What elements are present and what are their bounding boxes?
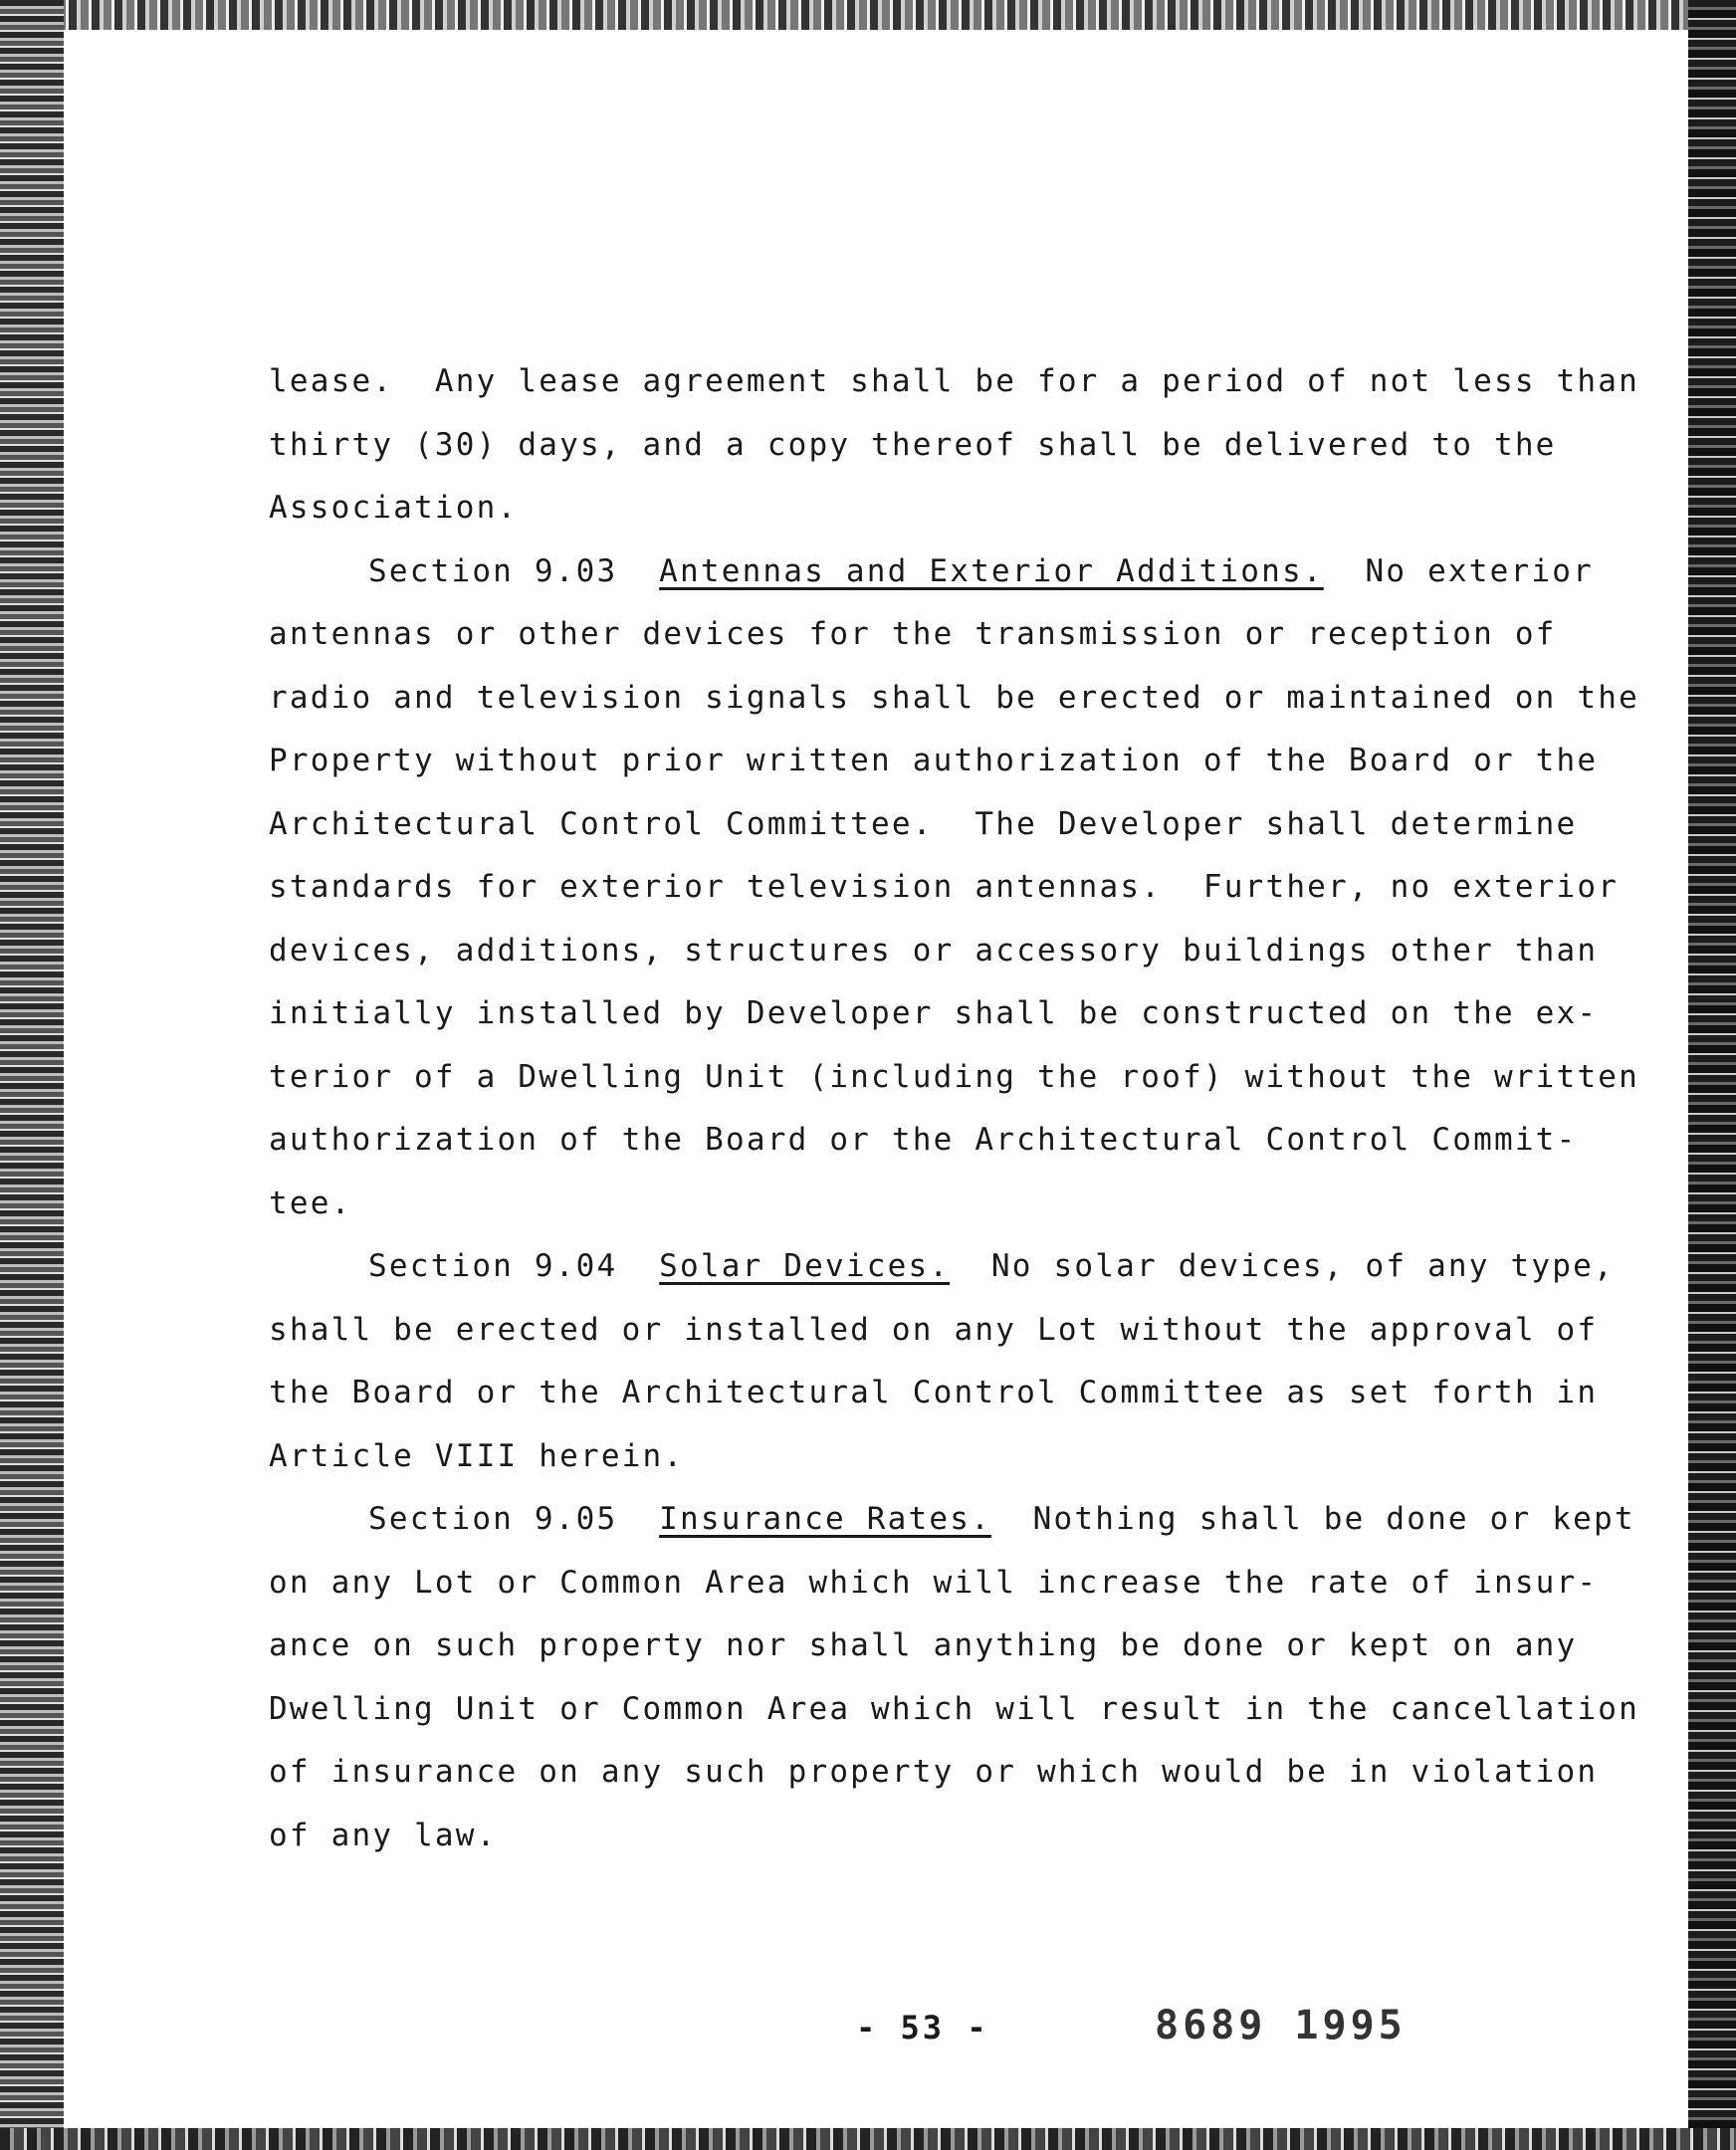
- text-line: of insurance on any such property or which would be in violation: [269, 1754, 1599, 1790]
- text-line: radio and television signals shall be erected or maintained on the: [269, 679, 1639, 716]
- section-heading: Insurance Rates.: [659, 1501, 991, 1537]
- section-9-05: [269, 1488, 1639, 1867]
- text-line: Association.: [269, 490, 519, 526]
- text-line: initially installed by Developer shall be constructed on the ex-: [269, 995, 1599, 1031]
- page-number: - 53 -: [856, 2009, 989, 2046]
- text-fragment: No exterior: [1323, 552, 1594, 589]
- scan-border-right: [1688, 0, 1736, 2150]
- recording-stamp: 8689 1995: [1155, 2003, 1407, 2048]
- section-first-line: [269, 1488, 1635, 1552]
- text-line: thirty (30) days, and a copy thereof shall be delivered to the: [269, 426, 1557, 463]
- scan-border-bottom: [0, 2128, 1736, 2150]
- text-line: authorization of the Board or the Architectural Control Commit-: [269, 1122, 1578, 1158]
- paragraph-lease-continuation: [269, 350, 1639, 540]
- text-fragment: Nothing shall be done or kept: [990, 1501, 1635, 1537]
- section-first-line: [269, 1235, 1613, 1299]
- scan-border-top: [0, 0, 1736, 30]
- section-number: Section 9.05: [368, 1501, 618, 1537]
- text-line: tee.: [269, 1184, 352, 1221]
- text-line: Property without prior written authorization of the Board or the: [269, 743, 1599, 778]
- text-line: devices, additions, structures or accessory buildings other than: [269, 932, 1599, 968]
- section-9-04: [269, 1235, 1613, 1488]
- text-fragment: No solar devices, of any type,: [950, 1248, 1615, 1284]
- section-heading: Antennas and Exterior Additions.: [659, 552, 1324, 589]
- text-line: the Board or the Architectural Control Committee as set forth in: [269, 1375, 1599, 1410]
- section-first-line: [269, 540, 1613, 604]
- section-number: Section 9.04: [368, 1248, 618, 1284]
- section-heading: Solar Devices.: [659, 1248, 951, 1284]
- section-9-03: [269, 540, 1639, 1236]
- text-line: Dwelling Unit or Common Area which will result in the cancellation: [269, 1690, 1639, 1727]
- text-line: lease. Any lease agreement shall be for a period of not less than: [269, 363, 1639, 399]
- text-line: of any law.: [269, 1817, 498, 1853]
- document-body: [269, 350, 1639, 1867]
- scan-border-left: [0, 0, 64, 2150]
- text-line: ance on such property nor shall anything be done or kept on any: [269, 1627, 1578, 1663]
- text-line: Architectural Control Committee. The Developer shall determine: [269, 805, 1578, 842]
- text-line: antennas or other devices for the transmission or reception of: [269, 616, 1557, 652]
- text-line: terior of a Dwelling Unit (including the roof) without the written: [269, 1058, 1639, 1095]
- text-line: shall be erected or installed on any Lot without the approval of: [269, 1311, 1599, 1348]
- text-line: on any Lot or Common Area which will increase the rate of insur-: [269, 1564, 1599, 1601]
- text-line: Article VIII herein.: [269, 1437, 685, 1474]
- text-line: standards for exterior television antennas. Further, no exterior: [269, 869, 1620, 905]
- section-number: Section 9.03: [368, 552, 618, 589]
